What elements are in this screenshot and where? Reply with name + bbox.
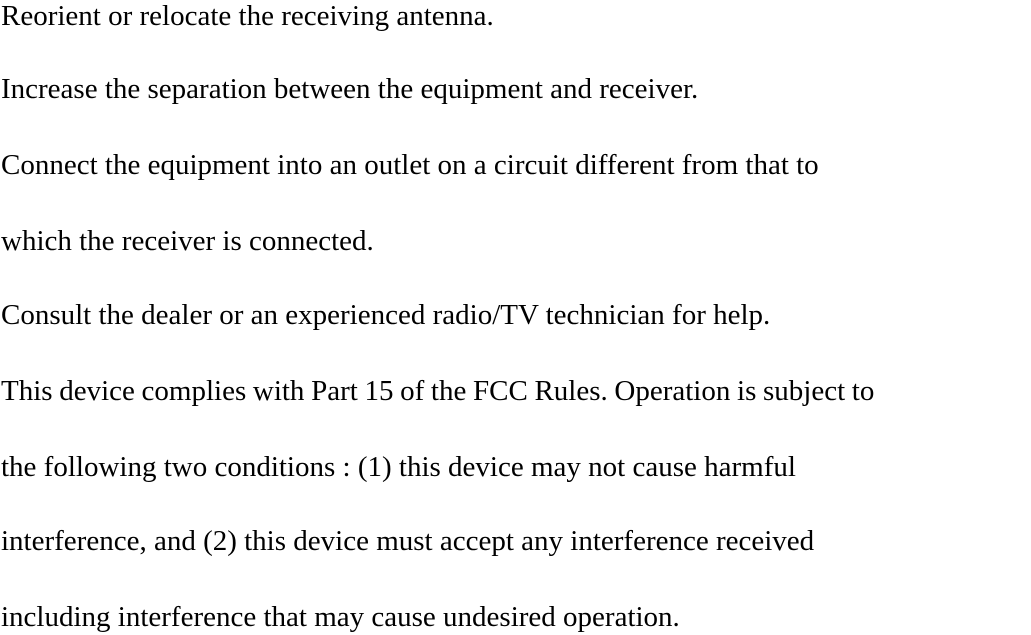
- text-line: which the receiver is connected.: [1, 225, 374, 257]
- text-line: the following two conditions : (1) this device may not cause harmful: [1, 451, 796, 483]
- text-line: This device complies with Part 15 of the FCC Rules. Operation is subject to: [1, 375, 875, 407]
- text-line: interference, and (2) this device must accept any interference received: [1, 525, 815, 557]
- text-line: Reorient or relocate the receiving antenna.: [1, 0, 494, 32]
- text-line: Consult the dealer or an experienced radio/TV technician for help.: [1, 299, 771, 331]
- text-line: Increase the separation between the equipment and receiver.: [1, 73, 699, 105]
- text-line: including interference that may cause undesired operation.: [1, 601, 680, 633]
- text-line: Connect the equipment into an outlet on a circuit different from that to: [1, 149, 819, 181]
